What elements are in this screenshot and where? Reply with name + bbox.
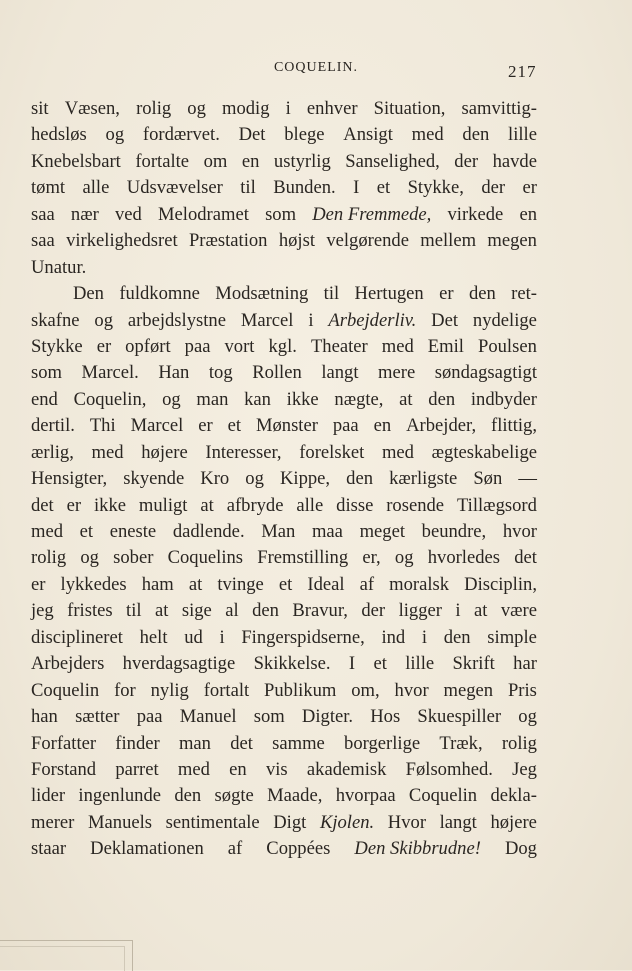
- text-line: [31, 731, 537, 757]
- word: lykkedes: [60, 573, 127, 595]
- word: Marcel: [240, 309, 294, 331]
- word: at: [399, 388, 413, 410]
- word: er,: [362, 547, 381, 569]
- word: til: [126, 600, 142, 622]
- word: den: [468, 283, 496, 305]
- text-line: [31, 519, 537, 545]
- word: fristes: [67, 600, 113, 622]
- word: han: [31, 706, 58, 728]
- word: arbejdslystne: [127, 309, 226, 331]
- word: eneste: [109, 521, 157, 542]
- word: Skuespiller: [417, 706, 502, 728]
- italic-title: Den Skibbrudne!: [354, 838, 481, 860]
- word: dadlende.: [172, 521, 245, 542]
- word: Poulsen: [477, 335, 537, 357]
- word: et: [79, 521, 94, 542]
- word: et: [227, 415, 241, 437]
- word: og: [80, 547, 99, 569]
- word: man: [178, 732, 211, 754]
- word: langt: [439, 811, 477, 833]
- text-line: [31, 175, 537, 201]
- word: Man: [261, 521, 296, 542]
- word: Stykke,: [407, 177, 464, 199]
- word: rolig: [501, 732, 537, 754]
- word: samvittig-: [461, 98, 537, 119]
- word: Marcel: [130, 415, 184, 437]
- word: Situation,: [373, 98, 446, 119]
- word: Manuels: [87, 811, 153, 833]
- word: Hos: [370, 706, 401, 728]
- word: disse: [336, 494, 374, 516]
- word: Den: [73, 283, 104, 305]
- word: saa: [31, 230, 55, 252]
- word: Dog: [504, 838, 537, 860]
- word: Digt: [273, 811, 307, 833]
- word: højere: [490, 811, 537, 833]
- text-line: [31, 149, 537, 175]
- text-line: [31, 334, 537, 360]
- word: Hertugen: [354, 283, 424, 305]
- word: Følsomhed.: [405, 758, 493, 780]
- word: Skrift: [452, 653, 495, 675]
- word: Thi: [89, 415, 116, 437]
- word: med: [381, 441, 414, 463]
- word: ham: [141, 573, 174, 595]
- word: alle: [82, 177, 110, 199]
- word: borgerlige: [344, 732, 421, 754]
- word: med: [177, 758, 210, 780]
- word: er: [439, 283, 454, 305]
- word: Fingerspidserne,: [241, 626, 365, 648]
- word: et: [373, 653, 387, 675]
- word: kærligste: [389, 468, 458, 490]
- word: mere: [378, 362, 416, 384]
- running-title: COQUELIN.: [273, 60, 359, 75]
- scan-frame-edge-inner: [0, 946, 125, 971]
- word: Bunden.: [273, 177, 336, 199]
- word: er: [66, 494, 82, 516]
- word: rosende: [386, 494, 445, 516]
- word: muligt: [138, 494, 188, 516]
- word: og: [105, 124, 125, 146]
- word: at: [154, 600, 169, 622]
- text-line: [31, 678, 537, 704]
- word: nær: [70, 203, 99, 225]
- word: i: [285, 98, 291, 119]
- word: lille: [508, 124, 537, 146]
- word: fuldkomne: [119, 283, 200, 305]
- word: Mønster: [255, 415, 318, 437]
- word: Interesser,: [205, 441, 282, 463]
- word: ind: [381, 626, 406, 648]
- word: Coquelin,: [73, 388, 147, 410]
- word: samme: [272, 732, 325, 754]
- word: sit: [31, 98, 49, 119]
- word: hvorpaa: [335, 785, 396, 807]
- word: Digter.: [301, 706, 354, 728]
- word: Coquelin: [408, 785, 478, 807]
- word: har: [513, 653, 537, 675]
- word: være: [500, 600, 537, 622]
- word: skyende: [123, 468, 185, 490]
- word: Coquelins: [167, 547, 244, 569]
- word: ærlig,: [31, 441, 74, 463]
- text-line: [31, 228, 537, 254]
- text-line: [31, 651, 537, 677]
- word: Fremstilling: [257, 547, 349, 569]
- word: i: [455, 600, 461, 622]
- word: Arbejder,: [406, 415, 477, 437]
- word: højere: [141, 441, 188, 463]
- word: Melodramet: [158, 203, 249, 225]
- word: tvinge: [217, 573, 264, 595]
- text-line: [31, 466, 537, 492]
- word: som: [265, 203, 297, 225]
- word: Emil: [427, 335, 464, 357]
- word: og: [394, 547, 414, 569]
- text-line: [31, 202, 537, 228]
- word: hedsløs: [31, 124, 87, 146]
- word: Pris: [507, 679, 537, 701]
- word: en: [373, 415, 392, 437]
- word: meget: [359, 521, 406, 542]
- word: paa: [184, 335, 211, 357]
- word: lider: [31, 785, 66, 807]
- word: at: [188, 573, 203, 595]
- word: den: [428, 388, 456, 410]
- text-line: [31, 810, 537, 836]
- text-line: [31, 96, 537, 122]
- word: ligger: [398, 600, 442, 622]
- word: at: [473, 600, 488, 622]
- word: sentimentale: [165, 811, 260, 833]
- word: moralsk: [389, 573, 450, 595]
- word: —: [518, 468, 537, 490]
- text-line: [31, 440, 537, 466]
- word: havde: [492, 150, 537, 172]
- word: der: [481, 177, 506, 199]
- word: er: [198, 415, 213, 437]
- word: merer: [31, 811, 75, 833]
- word: en: [519, 203, 537, 225]
- text-line: [31, 836, 537, 862]
- word: Theater: [310, 335, 368, 357]
- word: simple: [487, 626, 537, 648]
- word: Knebelsbart: [31, 150, 121, 172]
- word: akademisk: [306, 758, 387, 780]
- word: ingenlunde: [78, 785, 162, 807]
- word: afbryde: [226, 494, 284, 516]
- word: Manuel: [179, 706, 237, 728]
- word: vis: [265, 758, 288, 780]
- word: ikke: [93, 494, 126, 516]
- word: jeg: [31, 600, 54, 622]
- text-line: [31, 281, 537, 307]
- word: Maade,: [267, 785, 323, 807]
- word: søndagsagtigt: [434, 362, 537, 384]
- word: Marcel.: [81, 362, 139, 384]
- word: forelsket: [299, 441, 365, 463]
- word: om: [203, 150, 228, 172]
- word: hvor: [394, 679, 429, 701]
- word: end: [31, 388, 58, 410]
- word: velgørende: [326, 230, 409, 252]
- word: at: [200, 494, 214, 516]
- word: sober: [113, 547, 154, 569]
- text-line: [31, 704, 537, 730]
- word: søgte: [214, 785, 254, 807]
- word: langt: [321, 362, 359, 384]
- text-line: [31, 783, 537, 809]
- word: hverdagsagtige: [122, 653, 236, 675]
- word: hvorledes: [427, 547, 501, 569]
- word: ægteskabelige: [431, 441, 537, 463]
- word: vort: [224, 335, 255, 357]
- word: flittig,: [491, 415, 537, 437]
- word: nydelige: [472, 309, 537, 331]
- word: et: [376, 177, 391, 199]
- word: Forfatter: [31, 732, 97, 754]
- word: er: [522, 177, 537, 199]
- word: virkelighedsret: [66, 230, 178, 252]
- word: med: [381, 335, 414, 357]
- word: Unatur.: [31, 256, 87, 278]
- text-line: [31, 387, 537, 413]
- page-number: 217: [508, 62, 537, 81]
- word: paa: [136, 706, 163, 728]
- word: Stykke: [31, 335, 83, 357]
- word: Træk,: [439, 732, 483, 754]
- word: rolig: [136, 98, 172, 119]
- word: Disciplin,: [464, 573, 537, 595]
- word: Kippe,: [279, 468, 331, 490]
- word: fortalte: [135, 150, 190, 172]
- word: Ansigt: [343, 124, 393, 146]
- word: den: [462, 124, 490, 146]
- text-line: [31, 255, 537, 281]
- word: I: [348, 653, 356, 675]
- word: det: [230, 732, 253, 754]
- text-line: [31, 572, 537, 598]
- word: dertil.: [31, 415, 75, 437]
- word: Tillægsord: [456, 494, 537, 516]
- word: Ideal: [307, 573, 345, 595]
- word: mellem: [420, 230, 477, 252]
- word: sige: [181, 600, 212, 622]
- word: højst: [278, 230, 315, 252]
- word: virkede: [447, 203, 504, 225]
- word: enhver: [306, 98, 358, 119]
- word: en: [241, 150, 260, 172]
- word: sætter: [75, 706, 120, 728]
- word: Søn: [473, 468, 503, 490]
- word: paa: [332, 415, 359, 437]
- word: Kro: [200, 468, 230, 490]
- word: og: [245, 468, 264, 490]
- word: der: [361, 600, 386, 622]
- word: den: [252, 600, 279, 622]
- word: den: [174, 785, 202, 807]
- word: Deklamationen: [90, 838, 204, 860]
- word: lille: [405, 653, 435, 675]
- word: kgl.: [268, 335, 297, 357]
- word: af: [359, 573, 375, 595]
- word: som: [31, 362, 62, 384]
- word: Det: [238, 124, 266, 146]
- word: alle: [296, 494, 324, 516]
- word: i: [308, 309, 314, 331]
- word: og: [162, 388, 181, 410]
- word: Modsætning: [215, 283, 309, 305]
- word: den: [346, 468, 373, 490]
- word: parret: [115, 758, 159, 780]
- word: der: [454, 150, 479, 172]
- word: den: [443, 626, 471, 648]
- word: disciplineret: [31, 626, 123, 648]
- word: beundre,: [421, 521, 487, 542]
- word: al: [225, 600, 239, 622]
- word: megen: [443, 679, 494, 701]
- italic-title: Den Fremmede,: [312, 203, 432, 225]
- word: Coquelin: [31, 679, 100, 701]
- word: saa: [31, 203, 55, 225]
- word: nylig: [150, 679, 189, 701]
- word: tømt: [31, 177, 66, 199]
- word: Hvor: [387, 811, 427, 833]
- word: med: [31, 521, 64, 542]
- word: Han: [158, 362, 190, 384]
- word: til: [323, 283, 340, 305]
- word: et: [278, 573, 293, 595]
- word: er: [96, 335, 112, 357]
- word: finder: [115, 732, 160, 754]
- word: blege: [284, 124, 325, 146]
- word: modig: [222, 98, 270, 119]
- word: ustyrlig: [273, 150, 331, 172]
- word: i: [421, 626, 428, 648]
- word: nægte,: [334, 388, 384, 410]
- word: det: [31, 494, 54, 516]
- text-line: [31, 360, 537, 386]
- word: om,: [351, 679, 380, 701]
- word: Arbejders: [31, 653, 105, 675]
- text-line: [31, 493, 537, 519]
- word: rolig: [31, 547, 67, 569]
- word: maa: [311, 521, 343, 542]
- word: opført: [125, 335, 171, 357]
- word: i: [219, 626, 225, 648]
- word: I: [353, 177, 360, 199]
- word: Bravur,: [292, 600, 348, 622]
- word: Skikkelse.: [253, 653, 331, 675]
- word: ikke: [286, 388, 319, 410]
- text-line: [31, 122, 537, 148]
- word: det: [514, 547, 537, 569]
- word: fortalt: [203, 679, 250, 701]
- text-line: [31, 625, 537, 651]
- word: dekla-: [490, 785, 537, 807]
- word: Publikum: [264, 679, 337, 701]
- text-line: [31, 757, 537, 783]
- text-line: [31, 598, 537, 624]
- word: Udsvævelser: [126, 177, 223, 199]
- word: af: [227, 838, 243, 860]
- word: og: [94, 309, 113, 331]
- body-text: [31, 96, 537, 863]
- text-line: [31, 413, 537, 439]
- word: ud: [184, 626, 203, 648]
- word: Væsen,: [64, 98, 120, 119]
- word: Coppées: [266, 838, 331, 860]
- word: Hensigter,: [31, 468, 108, 490]
- word: er: [31, 573, 46, 595]
- word: med: [91, 441, 124, 463]
- word: med: [411, 124, 444, 146]
- word: ved: [114, 203, 142, 225]
- word: ret-: [511, 283, 537, 305]
- italic-title: Kjolen.: [319, 811, 375, 833]
- italic-title: Arbejderliv.: [328, 309, 417, 331]
- word: som: [253, 706, 285, 728]
- word: tog: [208, 362, 233, 384]
- word: og: [518, 706, 537, 728]
- word: Jeg: [512, 758, 537, 780]
- text-line: [31, 545, 537, 571]
- word: kan: [244, 388, 271, 410]
- word: Forstand: [31, 758, 97, 780]
- word: megen: [487, 230, 537, 252]
- word: for: [114, 679, 136, 701]
- word: fordærvet.: [142, 124, 220, 146]
- word: skafne: [31, 309, 80, 331]
- word: helt: [139, 626, 168, 648]
- word: til: [240, 177, 256, 199]
- word: Sanselighed,: [345, 150, 440, 172]
- text-line: [31, 308, 537, 334]
- word: Præstation: [188, 230, 268, 252]
- word: en: [229, 758, 247, 780]
- word: indbyder: [470, 388, 537, 410]
- word: og: [187, 98, 206, 119]
- word: man: [196, 388, 229, 410]
- word: hvor: [502, 521, 537, 542]
- word: Det: [431, 309, 459, 331]
- word: Rollen: [252, 362, 302, 384]
- word: staar: [31, 838, 67, 860]
